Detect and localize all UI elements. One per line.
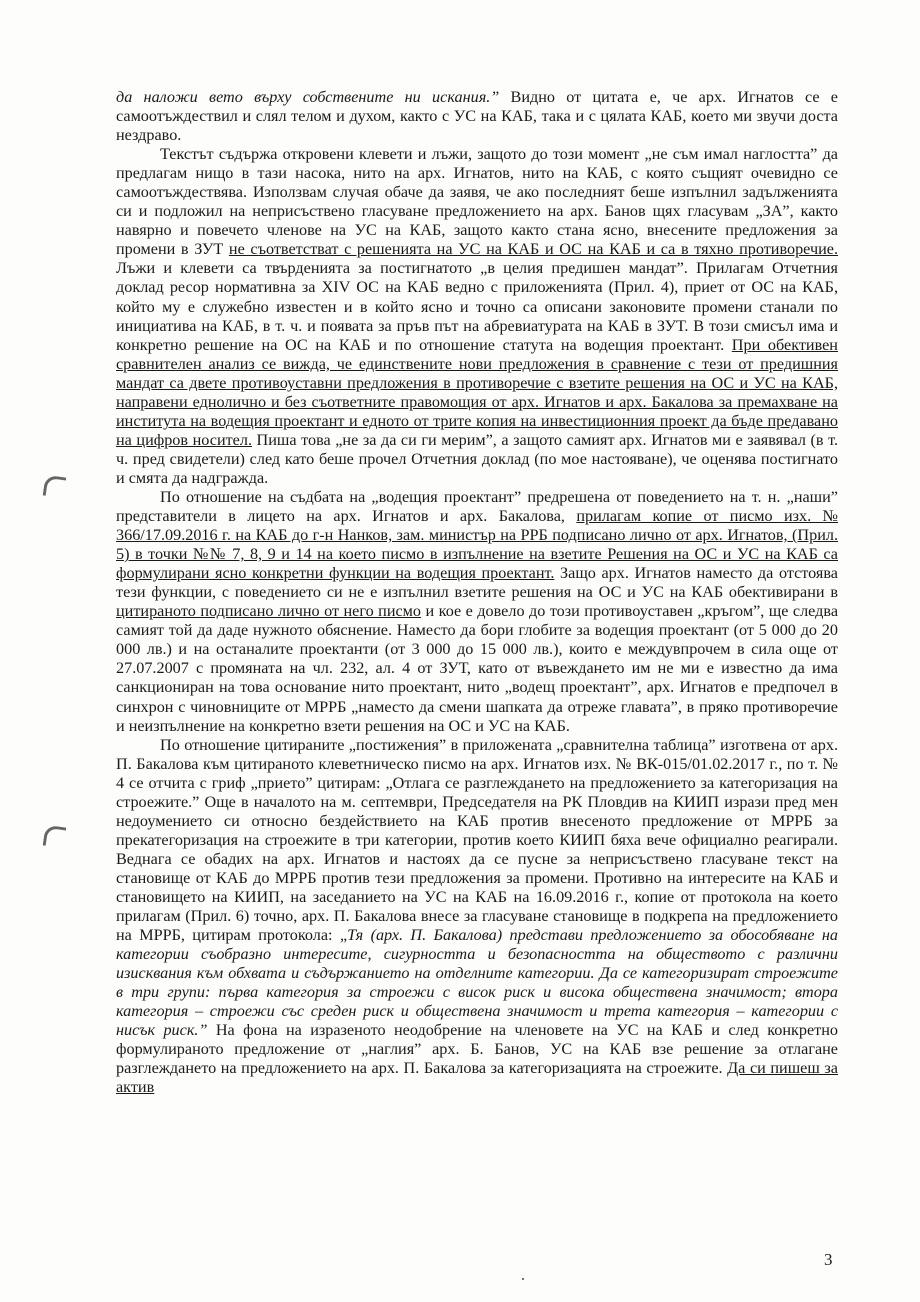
paragraph-1 <box>116 88 838 145</box>
scan-speck <box>522 1278 524 1280</box>
document-body <box>116 88 838 1097</box>
underlined-text: не съответстват с решенията на УС на КАБ и ОС на КАБ и са в тяхно противоречие. <box>228 240 838 259</box>
paragraph-text: На фона на изразеното неодобрение на членовете на УС на КАБ и след конкретно формулираното предложение от „наглия” арх. Б. Банов, УС на КАБ взе решение за отлагане разглеждането на предложението на арх. П. Бакалова за категоризацията на строежите. <box>116 1021 838 1078</box>
paragraph-text: Защо арх. Игнатов наместо да отстоява тези функции, с поведението си не е изпълнил взетите решения на ОС и УС на КАБ обективирани в <box>116 564 838 602</box>
margin-hole-mark <box>43 475 67 499</box>
paragraph-text: и кое е довело до този противоуставен „кръгом”, ще следва самият той да даде нужното обяснение. Наместо да бори глобите за водещия проектант (от 5 000 до 20 000 лв.) и на останалите проектанти (от 3 000 до 15 000 лв.), които е междувпрочем в сила още от 27.07.2007 с промяната на чл. 232, ал. 4 от ЗУТ, като от въвеждането им не ми е известно да има санкциониран на това основание нито проектант, нито „водещ проектант”, арх. Игнатов е предпочел в синхрон с чиновниците от МРРБ „наместо да смени шапката да отреже главата”, в пряко противоречие и неизпълнение на конкретно взети решения на ОС и УС на КАБ. <box>116 602 839 735</box>
italic-quote: „Тя (арх. П. Бакалова) представи предложението за обособяване на категории съобразно интересите, сигурността и безопасността на обществото с различни изисквания към обхвата и съдържанието на отделните категории. Да се категоризират строежите в три групи: първа категория за строежи с висок риск и висока обществена значимост; втора категория – строежи със среден риск и обществена значимост и трета категория – категории с нисък риск.” <box>116 926 838 1040</box>
underlined-text: Да си пишеш за актив <box>116 1059 838 1097</box>
quote-ending: да наложи вето върху собствените ни искания.” <box>116 88 500 106</box>
paragraph-text: Видно от цитата е, че арх. Игнатов се е самоотъждествил и слял телом и духом, както с УС на КАБ, така и с цялата КАБ, което ми звучи доста нездраво. <box>116 88 838 145</box>
paragraph-text: Пиша това „не за да си ги мерим”, а защото самият арх. Игнатов ми е заявявал (в т. ч. пред свидетели) след като беше прочел Отчетния доклад (по мое настояване), че оценява постигнато и смята да надгражда. <box>116 430 838 487</box>
margin-hole-mark <box>43 825 67 849</box>
paragraph-4 <box>116 736 838 1098</box>
paragraph-text: Лъжи и клевети са твърденията за постигнатото „в целия предишен мандат”. Прилагам Отчетния доклад ресор нормативна за XIV ОС на КАБ ведно с приложенията (Прил. 4), приет от ОС на КАБ, който му е служебно известен и в който ясно и точно са описани законовите промени станали по инициатива на КАБ, в т. ч. и появата за пръв път на абревиатурата на КАБ в ЗУТ. В този смисъл има и конкретно решение на ОС на КАБ и по отношение статута на водещия проектант. <box>116 259 838 354</box>
underlined-text: прилагам копие от писмо изх. № 366/17.09.2016 г. на КАБ до г-н Нанков, зам. министър на РРБ подписано лично от арх. Игнатов, (Прил. 5) в точки №№ 7, 8, 9 и 14 на което писмо в изпълнение на взетите Решения на ОС и УС на КАБ са формулирани ясно конкретни функции на водещия проектант. <box>116 507 839 583</box>
page-number: 3 <box>824 1250 833 1269</box>
paragraph-2 <box>116 145 838 488</box>
underlined-text: При обективен сравнителен анализ се вижда, че единствените нови предложения в сравнение с тези от предишния мандат са двете противоуставни предложения в противоречие с взетите решения на ОС и УС на КАБ, направени еднолично и без съответните правомощия от арх. Игнатов и арх. Бакалова за премахване на института на водещия проектант и едното от трите копия на инвестиционния проект да бъде предавано на цифров носител. <box>116 335 838 449</box>
paragraph-text: Текстът съдържа откровени клевети и лъжи, защото до този момент „не съм имал наглостта” да предлагам нищо в тази насока, нито на арх. Игнатов, нито на КАБ, с която същият очевидно се самоотъждествява. Използвам случая обаче да заявя, че ако последният беше изпълнил задълженията си и подложил на неприсъствено гласуване предложението на арх. Банов щях гласувам „ЗА”, както навярно и повечето членове на УС на КАБ, защото както стана ясно, внесените предложения за промени в ЗУТ <box>116 145 838 259</box>
underlined-text: цитираното подписано лично от него писмо <box>116 602 422 621</box>
paragraph-3 <box>116 488 838 736</box>
paragraph-text: По отношение цитираните „постижения” в приложената „сравнителна таблица” изготвена от арх. П. Бакалова към цитираното клеветническо писмо на арх. Игнатов изх. № ВК-015/01.02.2017 г., по т. № 4 се отчита с гриф „прието” цитирам: „Отлага се разглеждането на предложението за категоризация на строежите.” Още в началото на м. септември, Председателя на РК Пловдив на КИИП изрази пред мен недоумението си относно бездействието на КАБ против внесеното предложение от МРРБ за прекатегоризация на строежите в три категории, против което КИИП бяха вече официално реагирали. Веднага се обадих на арх. Игнатов и настоях да се пусне за неприсъствено гласуване текст на становище от КАБ до МРРБ против тези предложения за промени. Противно на интересите на КАБ и становището на КИИП, на заседанието на УС на КАБ на 16.09.2016 г., копие от протокола на което прилагам (Прил. 6) точно, арх. П. Бакалова внесе за гласуване становище в подкрепа на предложението на МРРБ, цитирам протокола: <box>116 735 838 945</box>
paragraph-text: По отношение на съдбата на „водещия проектант” предрешена от поведението на т. н. „наши” представители в лицето на арх. Игнатов и арх. Бакалова, <box>116 487 838 526</box>
